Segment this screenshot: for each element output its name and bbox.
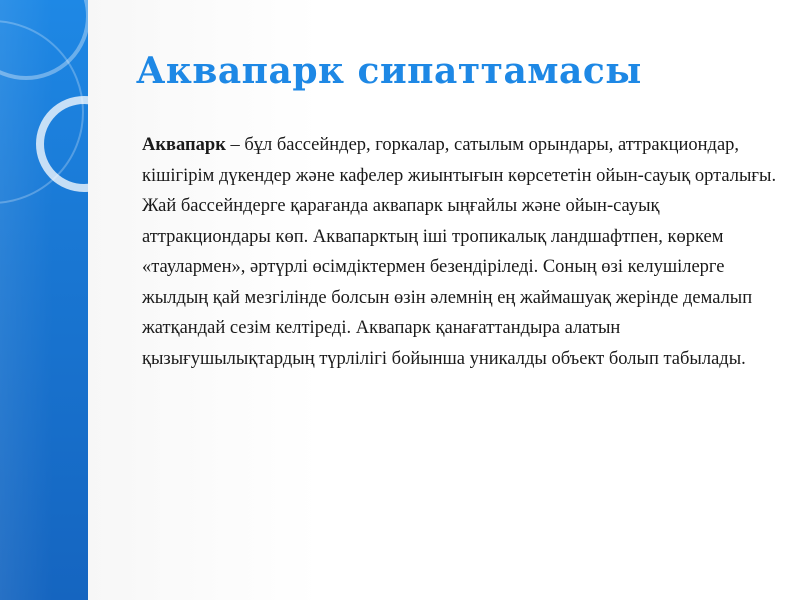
body-lead-term: Аквапарк xyxy=(142,135,226,155)
body-text: – бұл бассейндер, горкалар, сатылым орындары, аттракциондар, кішігірім дүкендер және кафелер жиынтығын көрсететін ойын-сауық орталығы. Жай бассейндерге қарағанда аквапарк ыңғайлы және ойын-сауық аттракциондары көп. Аквапарктың іші тропикалық ландшафтпен, көркем «таулармен», әртүрлі өсімдіктермен безендіріледі. Соның өзі келушілерге жылдың қай мезгілінде болсын өзін әлемнің ең жаймашуақ жерінде демалып жатқандай сезім келтіреді. Аквапарк қанағаттандыра алатын қызығушылықтардың түрлілігі бойынша уникалды объект болып табылады. xyxy=(142,135,777,369)
slide-title: Аквапарк сипаттамасы xyxy=(136,50,642,92)
slide-body xyxy=(142,130,782,374)
sidebar-decoration xyxy=(0,0,88,600)
